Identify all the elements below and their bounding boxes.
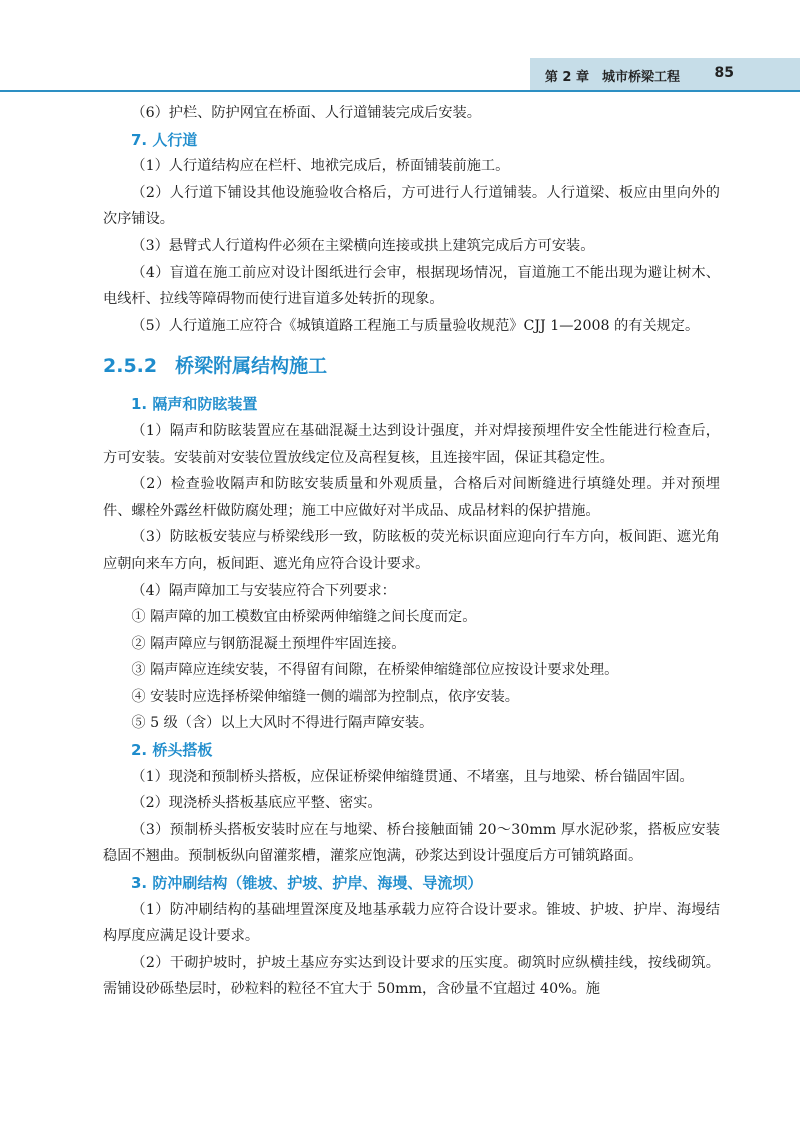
running-header bbox=[0, 58, 800, 90]
paragraph: （2）现浇桥头搭板基底应平整、密实。 bbox=[131, 795, 382, 812]
section-number: 2.5.2 bbox=[103, 355, 158, 378]
paragraph: （1）隔声和防眩装置应在基础混凝土达到设计强度，并对焊接预埋件安全性能进行检查后，方可安装。安装前对安装位置放线定位及高程复核，且连接牢固，保证其稳定性。 bbox=[103, 422, 720, 466]
paragraph: （2）干砌护坡时，护坡土基应夯实达到设计要求的压实度。砌筑时应纵横挂线，按线砌筑。需铺设砂砾垫层时，砂粒料的粒径不宜大于 50mm，含砂量不宜超过 40%。施 bbox=[103, 954, 720, 998]
paragraph: ⑤ 5 级（含）以上大风时不得进行隔声障安装。 bbox=[131, 715, 434, 732]
page-body bbox=[103, 100, 720, 1003]
paragraph: （4）盲道在施工前应对设计图纸进行会审，根据现场情况，盲道施工不能出现为避让树木、电线杆、拉线等障碍物而使行进盲道多处转折的现象。 bbox=[103, 264, 720, 308]
chapter-title: 第 2 章 城市桥梁工程 bbox=[544, 70, 680, 85]
paragraph: （2）人行道下铺设其他设施验收合格后，方可进行人行道铺装。人行道梁、板应由里向外的次序铺设。 bbox=[103, 184, 720, 228]
paragraph: ④ 安装时应选择桥梁伸缩缝一侧的端部为控制点，依序安装。 bbox=[131, 688, 519, 705]
paragraph: （5）人行道施工应符合《城镇道路工程施工与质量验收规范》CJJ 1—2008 的有关规定。 bbox=[131, 317, 700, 334]
paragraph: （3）防眩板安装应与桥梁线形一致，防眩板的荧光标识面应迎向行车方向，板间距、遮光角应朝向来车方向，板间距、遮光角应符合设计要求。 bbox=[103, 529, 720, 572]
subsection-heading: 3. 防冲刷结构（锥坡、护坡、护岸、海墁、导流坝） bbox=[131, 874, 483, 893]
subsection-heading: 7. 人行道 bbox=[131, 130, 198, 149]
page-number: 85 bbox=[714, 65, 734, 81]
paragraph: （6）护栏、防护网宜在桥面、人行道铺装完成后安装。 bbox=[131, 105, 481, 121]
section-heading bbox=[103, 351, 720, 381]
section-title: 桥梁附属结构施工 bbox=[175, 355, 328, 378]
paragraph: ③ 隔声障应连续安装，不得留有间隙，在桥梁伸缩缝部位应按设计要求处理。 bbox=[131, 662, 619, 679]
header-rule bbox=[0, 90, 800, 92]
paragraph: （1）防冲刷结构的基础埋置深度及地基承载力应符合设计要求。锥坡、护坡、护岸、海墁结构厚度应满足设计要求。 bbox=[103, 901, 720, 945]
subsection-heading: 2. 桥头搭板 bbox=[131, 741, 213, 760]
subsection-heading: 1. 隔声和防眩装置 bbox=[131, 395, 258, 414]
paragraph: （1）人行道结构应在栏杆、地袱完成后，桥面铺装前施工。 bbox=[131, 158, 510, 175]
paragraph: ② 隔声障应与钢筋混凝土预埋件牢固连接。 bbox=[131, 635, 406, 652]
paragraph: （2）检查验收隔声和防眩安装质量和外观质量，合格后对间断缝进行填缝处理。并对预埋件、螺栓外露丝杆做防腐处理；施工中应做好对半成品、成品材料的保护措施。 bbox=[103, 476, 720, 519]
paragraph: （4）隔声障加工与安装应符合下列要求： bbox=[131, 582, 396, 599]
paragraph: ① 隔声障的加工模数宜由桥梁两伸缩缝之间长度而定。 bbox=[131, 609, 477, 626]
paragraph: （3）悬臂式人行道构件必须在主梁横向连接或拱上建筑完成后方可安装。 bbox=[131, 237, 595, 254]
paragraph: （3）预制桥头搭板安装时应在与地梁、桥台接触面铺 20～30mm 厚水泥砂浆，搭板应安装稳固不翘曲。预制板纵向留灌浆槽，灌浆应饱满，砂浆达到设计强度后方可铺筑路面。 bbox=[103, 821, 720, 865]
paragraph: （1）现浇和预制桥头搭板，应保证桥梁伸缩缝贯通、不堵塞，且与地梁、桥台锚固牢固。 bbox=[131, 768, 694, 785]
